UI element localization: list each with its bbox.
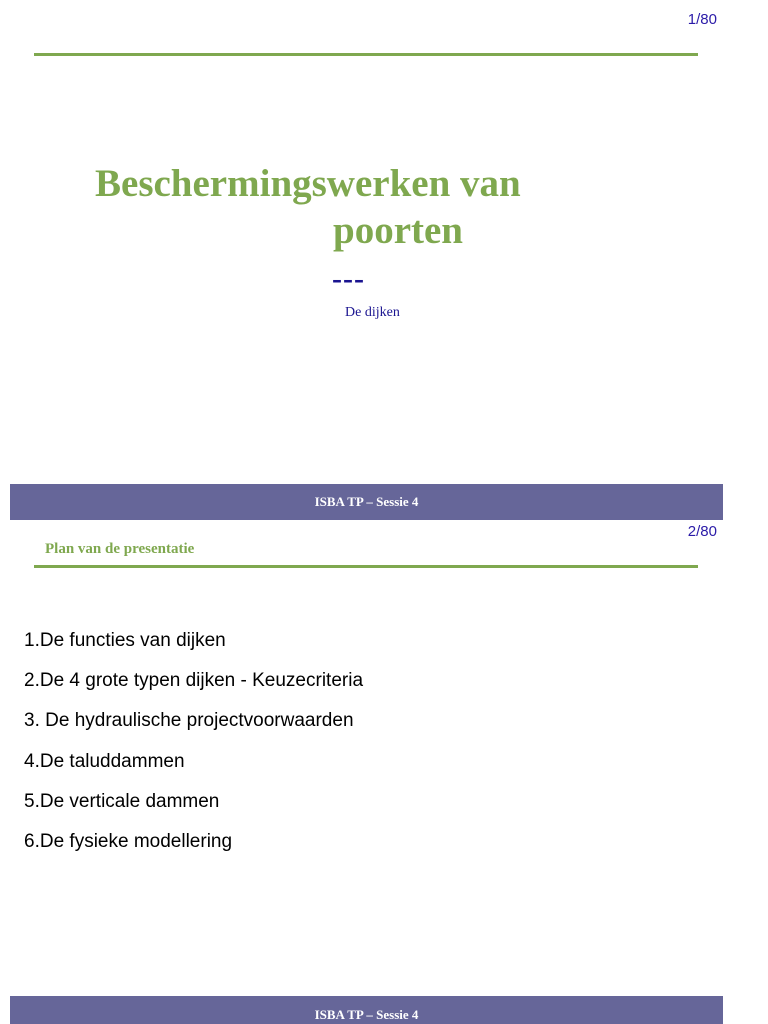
slide-1-page-number: 1/80: [687, 11, 717, 28]
slide-2-footer: ISBA TP – Sessie 4: [10, 996, 723, 1024]
list-item: 2.De 4 grote typen dijken - Keuzecriteria: [24, 670, 364, 692]
slide-1-footer: ISBA TP – Sessie 4: [10, 484, 723, 520]
list-item: 6.De fysieke modellering: [24, 830, 233, 852]
slide-2-heading: Plan van de presentatie: [45, 541, 195, 557]
slide-1-title-line-1: Beschermingswerken van: [95, 162, 521, 205]
slide-2-page-number: 2/80: [687, 523, 717, 540]
slide-1-header-rule: [34, 53, 698, 56]
list-item: 3. De hydraulische projectvoorwaarden: [24, 710, 354, 732]
slide-1-title: [95, 160, 655, 254]
list-item: 4.De taluddammen: [24, 750, 185, 772]
slide-2: [0, 520, 768, 1024]
slide-1-subtitle: De dijken: [345, 305, 400, 320]
slide-1-separator: ---: [332, 262, 365, 295]
slide-2-header-rule: [34, 565, 698, 568]
list-item: 5.De verticale dammen: [24, 790, 220, 812]
table-of-contents: [24, 628, 363, 869]
list-item: 1.De functies van dijken: [24, 630, 226, 651]
slide-1-title-line-2: poorten: [333, 209, 463, 252]
